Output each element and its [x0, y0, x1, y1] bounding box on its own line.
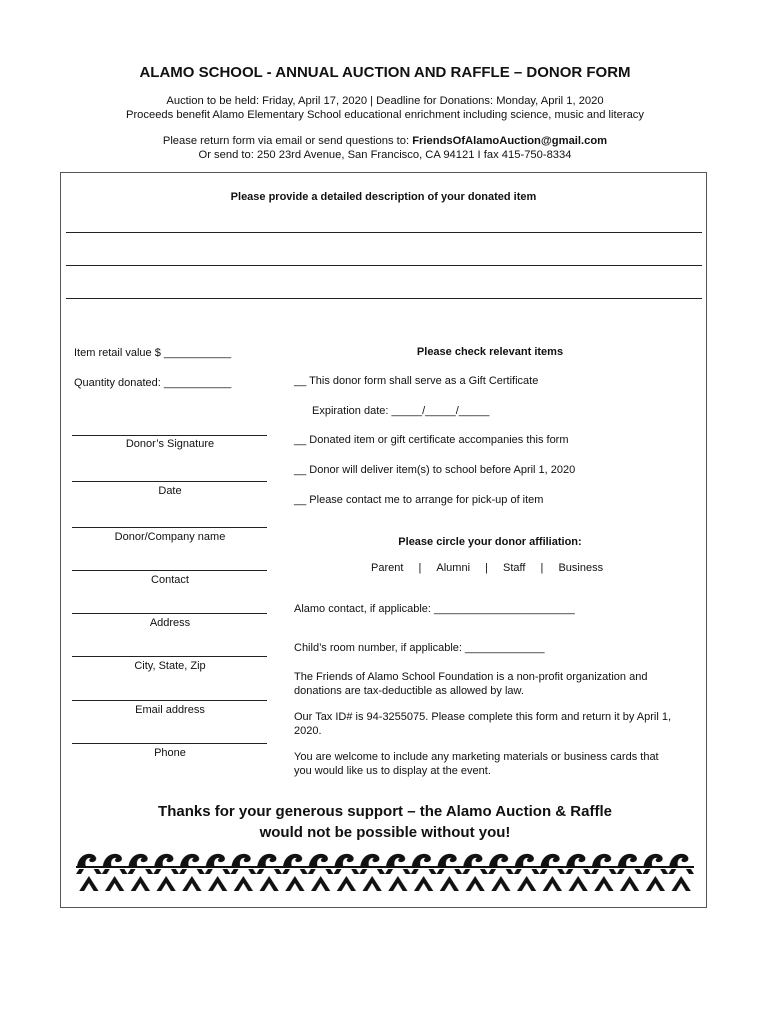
affiliation-parent[interactable]: Parent — [371, 562, 404, 574]
gift-certificate-option[interactable]: __ This donor form shall serve as a Gift Certificate — [294, 375, 539, 387]
nonprofit-note: The Friends of Alamo School Foundation is a non-profit organization and donations are tax-deductible as allowed by law. — [294, 671, 648, 697]
quantity-field[interactable]: Quantity donated: ___________ — [74, 377, 232, 389]
wave-pattern — [76, 852, 694, 868]
affiliation-options — [371, 562, 631, 574]
contact-line[interactable] — [72, 570, 267, 571]
email-line[interactable] — [72, 700, 267, 701]
phone-label: Phone — [154, 747, 186, 759]
contact-email[interactable]: FriendsOfAlamoAuction@gmail.com — [412, 135, 608, 147]
thanks-line-2: would not be possible without you! — [259, 824, 511, 841]
separator: | — [540, 562, 544, 574]
email-label: Email address — [135, 704, 205, 716]
description-line-3[interactable] — [66, 298, 702, 299]
separator: | — [485, 562, 488, 574]
retail-value-field[interactable]: Item retail value $ ___________ — [74, 347, 232, 359]
affiliation-alumni[interactable]: Alumni — [436, 562, 471, 574]
thanks-message — [0, 801, 770, 843]
description-line-2[interactable] — [66, 265, 702, 266]
return-instructions — [0, 135, 770, 147]
auction-dates-line: Auction to be held: Friday, April 17, 2020 | Deadline for Donations: Monday, April 1, 2020 — [166, 95, 604, 107]
check-items-heading: Please check relevant items — [416, 346, 564, 358]
form-title: ALAMO SCHOOL - ANNUAL AUCTION AND RAFFLE – DONOR FORM — [139, 64, 631, 81]
signature-label: Donor’s Signature — [125, 438, 215, 450]
thanks-line-1: Thanks for your generous support – the Alamo Auction & Raffle — [158, 803, 612, 820]
company-name-label: Donor/Company name — [114, 531, 226, 543]
expiration-date-field[interactable]: Expiration date: _____/_____/_____ — [312, 405, 490, 417]
description-heading: Please provide a detailed description of your donated item — [230, 191, 537, 203]
date-line[interactable] — [72, 481, 267, 482]
company-name-line[interactable] — [72, 527, 267, 528]
affiliation-heading: Please circle your donor affiliation: — [398, 536, 582, 548]
address-label: Address — [149, 617, 191, 629]
mailing-address-line: Or send to: 250 23rd Avenue, San Francisco, CA 94121 I fax 415-750-8334 — [198, 149, 572, 161]
pickup-option[interactable]: __ Please contact me to arrange for pick-up of item — [294, 494, 544, 506]
room-number-field[interactable]: Child’s room number, if applicable: _____________ — [294, 642, 545, 654]
address-line[interactable] — [72, 613, 267, 614]
phone-line[interactable] — [72, 743, 267, 744]
wave-triangle-border — [76, 852, 694, 892]
description-line-1[interactable] — [66, 232, 702, 233]
contact-label: Contact — [151, 574, 189, 586]
proceeds-line: Proceeds benefit Alamo Elementary School educational enrichment including science, music and literacy — [125, 109, 644, 121]
accompanies-option[interactable]: __ Donated item or gift certificate accompanies this form — [294, 434, 569, 446]
triangle-pattern — [76, 869, 694, 891]
city-state-zip-line[interactable] — [72, 656, 267, 657]
city-state-zip-label: City, State, Zip — [134, 660, 206, 672]
signature-line[interactable] — [72, 435, 267, 436]
date-label: Date — [158, 485, 182, 497]
alamo-contact-field[interactable]: Alamo contact, if applicable: _______________________ — [294, 603, 575, 615]
affiliation-business[interactable]: Business — [558, 562, 604, 574]
deliver-option[interactable]: __ Donor will deliver item(s) to school before April 1, 2020 — [294, 464, 576, 476]
marketing-note: You are welcome to include any marketing materials or business cards that you would like us to display at the event. — [294, 751, 659, 777]
return-prefix: Please return form via email or send questions to: — [162, 135, 413, 147]
affiliation-staff[interactable]: Staff — [503, 562, 526, 574]
separator: | — [418, 562, 422, 574]
tax-id-note: Our Tax ID# is 94-3255075. Please complete this form and return it by April 1, 2020. — [294, 711, 672, 737]
